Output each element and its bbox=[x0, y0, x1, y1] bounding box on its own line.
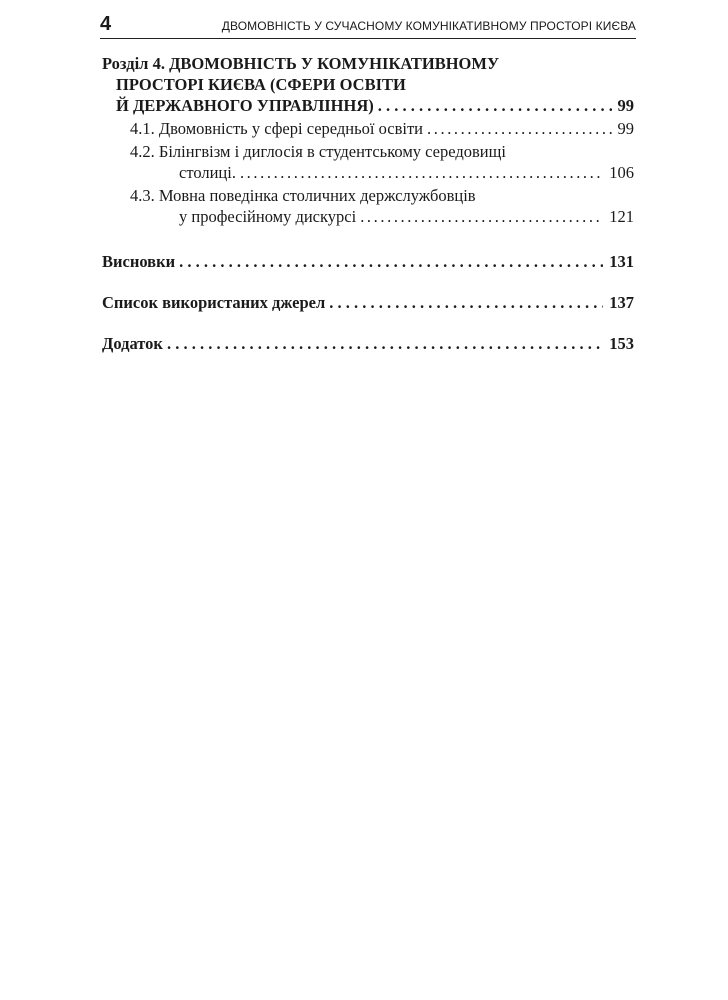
toc-references-label: Список використаних джерел bbox=[102, 293, 326, 312]
toc-dot-leader bbox=[240, 162, 603, 183]
toc-chapter-line-3 bbox=[102, 95, 634, 116]
toc-section-line-2 bbox=[130, 162, 634, 183]
toc-conclusions[interactable] bbox=[102, 251, 634, 272]
toc-dot-leader bbox=[167, 333, 603, 354]
spacer bbox=[102, 272, 634, 292]
toc-chapter-line-2 bbox=[102, 74, 634, 95]
toc-section-title-line-2: у професійному дискурсі bbox=[179, 207, 357, 226]
toc-section-4-3[interactable] bbox=[102, 185, 634, 227]
toc-dot-leader bbox=[360, 206, 603, 227]
toc-section-line-2 bbox=[130, 206, 634, 227]
toc-dot-leader bbox=[427, 118, 611, 139]
toc-section-page: 99 bbox=[617, 119, 634, 138]
toc-section-line bbox=[130, 141, 634, 162]
toc-dot-leader bbox=[329, 292, 603, 313]
page-number: 4 bbox=[100, 13, 112, 35]
toc-references[interactable] bbox=[102, 292, 634, 313]
toc-section-line bbox=[130, 118, 634, 139]
table-of-contents bbox=[102, 53, 634, 354]
spacer bbox=[102, 227, 634, 251]
running-header bbox=[100, 12, 636, 39]
toc-chapter-title-line-2: ПРОСТОРІ КИЄВА (СФЕРИ ОСВІТИ bbox=[116, 75, 406, 94]
toc-appendix[interactable] bbox=[102, 333, 634, 354]
toc-section-title: 4.1. Двомовність у сфері середньої освіти bbox=[130, 119, 424, 138]
toc-appendix-label: Додаток bbox=[102, 334, 163, 353]
toc-dot-leader bbox=[179, 251, 603, 272]
toc-chapter-4[interactable] bbox=[102, 53, 634, 116]
toc-section-line bbox=[130, 185, 634, 206]
toc-chapter-title-line-1: Розділ 4. ДВОМОВНІСТЬ У КОМУНІКАТИВНОМУ bbox=[102, 54, 500, 73]
toc-references-page: 137 bbox=[609, 293, 634, 312]
toc-section-title: 4.3. Мовна поведінка столичних держслужбовців bbox=[130, 186, 476, 205]
toc-section-page: 121 bbox=[609, 207, 634, 226]
toc-chapter-line-1 bbox=[102, 53, 634, 74]
toc-section-page: 106 bbox=[609, 163, 634, 182]
toc-chapter-page: 99 bbox=[617, 96, 634, 115]
toc-conclusions-page: 131 bbox=[609, 252, 634, 271]
spacer bbox=[102, 313, 634, 333]
toc-section-4-2[interactable] bbox=[102, 141, 634, 183]
toc-dot-leader bbox=[378, 95, 612, 116]
toc-section-title-line-2: столиці. bbox=[179, 163, 236, 182]
toc-conclusions-label: Висновки bbox=[102, 252, 176, 271]
toc-appendix-page: 153 bbox=[609, 334, 634, 353]
running-title: ДВОМОВНІСТЬ У СУЧАСНОМУ КОМУНІКАТИВНОМУ ПРОСТОРІ КИЄВА bbox=[221, 19, 636, 33]
toc-chapter-title-line-3: Й ДЕРЖАВНОГО УПРАВЛІННЯ) bbox=[116, 96, 374, 115]
toc-section-4-1[interactable] bbox=[102, 118, 634, 139]
toc-section-title: 4.2. Білінгвізм і диглосія в студентському середовищі bbox=[130, 142, 506, 161]
